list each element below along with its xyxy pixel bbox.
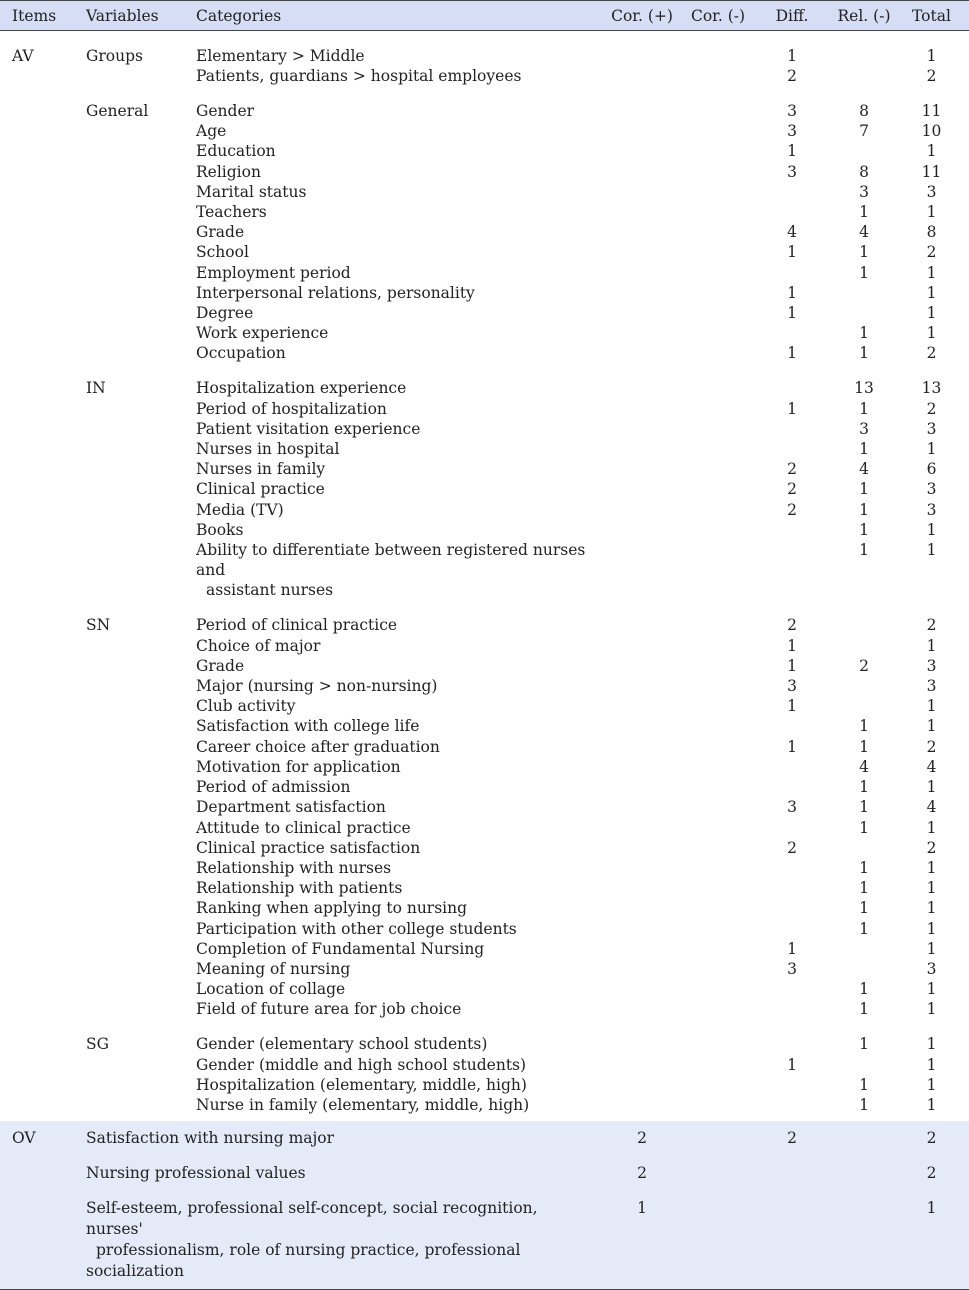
- diff-cell: [750, 919, 834, 939]
- diff-cell: 2: [787, 1129, 797, 1148]
- table-row: [0, 757, 969, 777]
- table-row: [0, 378, 969, 398]
- diff-cell: [750, 757, 834, 777]
- total-cell: 1: [926, 440, 937, 459]
- total-cell: 1: [926, 520, 937, 539]
- category-cell: Career choice after graduation: [196, 737, 440, 756]
- total-cell: 1: [926, 697, 937, 716]
- table-row: [0, 520, 969, 540]
- variable-label: IN: [86, 379, 106, 398]
- category-cell: Period of admission: [196, 778, 351, 797]
- category-cell: Period of clinical practice: [196, 616, 398, 635]
- category-cell: Occupation: [196, 344, 286, 363]
- diff-cell: 1: [787, 656, 797, 675]
- rel-cell: 3: [859, 182, 869, 201]
- table-row: [0, 263, 969, 283]
- diff-cell: 1: [787, 939, 797, 958]
- diff-cell: [750, 898, 834, 918]
- variable-label: Nursing professional values: [86, 1164, 306, 1183]
- diff-cell: 1: [787, 344, 797, 363]
- total-cell: 3: [926, 500, 937, 519]
- diff-cell: [750, 716, 834, 736]
- table-row: [0, 1055, 969, 1075]
- table-row: [0, 979, 969, 999]
- category-cell: Clinical practice satisfaction: [196, 838, 421, 857]
- header-diff: Diff.: [750, 1, 834, 31]
- rel-cell: 1: [859, 263, 869, 282]
- category-cell: Satisfaction with college life: [196, 717, 420, 736]
- category-cell: Employment period: [196, 263, 351, 282]
- category-cell: Period of hospitalization: [196, 399, 387, 418]
- rel-cell: 1: [859, 243, 869, 262]
- header-rel-neg: Rel. (-): [834, 1, 894, 31]
- rel-cell: 1: [859, 778, 869, 797]
- diff-cell: 2: [787, 480, 797, 499]
- diff-cell: [750, 777, 834, 797]
- rel-cell: 1: [859, 480, 869, 499]
- diff-cell: [750, 1075, 834, 1095]
- total-cell: 2: [926, 737, 937, 756]
- total-cell: 2: [926, 67, 937, 85]
- total-cell: 1: [926, 541, 937, 560]
- diff-cell: [750, 263, 834, 283]
- rel-cell: 1: [859, 980, 869, 999]
- table-row: [0, 919, 969, 939]
- total-cell: 1: [926, 899, 937, 918]
- category-cell: Clinical practice: [196, 480, 325, 499]
- table-row: [0, 540, 969, 601]
- item-label: AV: [12, 46, 34, 65]
- cor-pos-cell: 2: [637, 1129, 647, 1148]
- table-row: [0, 716, 969, 736]
- rel-cell: [834, 303, 894, 323]
- total-cell: 1: [926, 142, 937, 161]
- category-cell: Education: [196, 142, 276, 161]
- category-cell: Ability to differentiate between registered nurses and assistant nurses: [196, 541, 586, 600]
- category-cell: Motivation for application: [196, 757, 401, 776]
- total-cell: 1: [926, 1075, 937, 1094]
- item-label: OV: [12, 1129, 36, 1148]
- total-cell: 6: [926, 460, 937, 479]
- diff-cell: 4: [787, 223, 797, 242]
- category-cell: School: [196, 243, 249, 262]
- diff-cell: [750, 818, 834, 838]
- rel-cell: 1: [859, 818, 869, 837]
- variable-label: Satisfaction with nursing major: [86, 1129, 335, 1148]
- rel-cell: 1: [859, 1035, 869, 1054]
- category-cell: Club activity: [196, 697, 296, 716]
- total-cell: 8: [926, 223, 937, 242]
- table-row: [0, 242, 969, 262]
- total-cell: 2: [926, 1129, 937, 1148]
- rel-cell: 1: [859, 798, 869, 817]
- category-cell: Nurses in hospital: [196, 440, 340, 459]
- total-cell: 11: [921, 102, 942, 120]
- table-row: [0, 636, 969, 656]
- rel-cell: [834, 283, 894, 303]
- total-cell: 1: [926, 324, 937, 343]
- variable-label: SG: [86, 1035, 110, 1054]
- table-row: [0, 676, 969, 696]
- category-cell: Attitude to clinical practice: [196, 818, 411, 837]
- total-cell: 1: [926, 858, 937, 877]
- rel-cell: [834, 46, 894, 66]
- table-row: [0, 141, 969, 161]
- diff-cell: 1: [787, 636, 797, 655]
- total-cell: 1: [926, 879, 937, 898]
- table-row: [0, 959, 969, 979]
- diff-cell: 3: [787, 798, 797, 817]
- diff-cell: [750, 520, 834, 540]
- diff-cell: 3: [787, 102, 797, 120]
- table-row: [0, 777, 969, 797]
- rel-cell: 13: [854, 379, 874, 398]
- table-row: [0, 999, 969, 1019]
- total-cell: 3: [926, 677, 937, 696]
- category-cell: Gender (middle and high school students): [196, 1055, 527, 1074]
- total-cell: 2: [926, 344, 937, 363]
- rel-cell: [834, 1055, 894, 1075]
- header-variables: Variables: [84, 1, 194, 31]
- rel-cell: [834, 838, 894, 858]
- total-cell: 1: [926, 304, 937, 323]
- diff-cell: [750, 1095, 834, 1115]
- total-cell: 1: [926, 1035, 937, 1054]
- diff-cell: 1: [787, 46, 797, 65]
- rel-cell: [834, 66, 894, 86]
- diff-cell: 2: [787, 500, 797, 519]
- total-cell: 2: [926, 1164, 937, 1183]
- category-cell: Religion: [196, 162, 261, 181]
- total-cell: 1: [926, 717, 937, 736]
- table-row: [0, 1075, 969, 1095]
- category-cell: Books: [196, 520, 244, 539]
- header-cor-pos: Cor. (+): [598, 1, 686, 31]
- category-cell: Media (TV): [196, 500, 284, 519]
- total-cell: 2: [926, 616, 937, 635]
- table-row: [0, 615, 969, 635]
- cor-pos-cell: 1: [598, 1191, 686, 1290]
- category-cell: Degree: [196, 304, 254, 323]
- rel-cell: 1: [859, 1075, 869, 1094]
- rel-cell: 1: [859, 520, 869, 539]
- diff-cell: [750, 858, 834, 878]
- total-cell: 1: [894, 1191, 969, 1290]
- rel-cell: [834, 636, 894, 656]
- table-row: [0, 303, 969, 323]
- total-cell: 13: [921, 379, 942, 398]
- total-cell: 1: [926, 1055, 937, 1074]
- rel-cell: [834, 939, 894, 959]
- category-cell: Grade: [196, 656, 245, 675]
- table-row: [0, 500, 969, 520]
- total-cell: 2: [926, 243, 937, 262]
- diff-cell: 1: [787, 142, 797, 161]
- table-row: [0, 1191, 969, 1290]
- rel-cell: 1: [859, 324, 869, 343]
- total-cell: 1: [926, 980, 937, 999]
- category-cell: Teachers: [196, 203, 267, 222]
- category-cell: Major (nursing > non-nursing): [196, 677, 438, 696]
- header-items: Items: [0, 1, 84, 31]
- table-row: [0, 479, 969, 499]
- rel-cell: 1: [859, 500, 869, 519]
- total-cell: 1: [926, 46, 937, 65]
- diff-cell: [750, 439, 834, 459]
- table-row: [0, 1095, 969, 1115]
- category-cell: Hospitalization experience: [196, 379, 407, 398]
- total-cell: 10: [921, 122, 942, 141]
- rel-cell: 1: [859, 1095, 869, 1114]
- table-row: [0, 858, 969, 878]
- total-cell: 1: [926, 203, 937, 222]
- category-cell: Relationship with nurses: [196, 858, 392, 877]
- diff-cell: [750, 323, 834, 343]
- rel-cell: [834, 696, 894, 716]
- cor-pos-cell: 2: [637, 1164, 647, 1183]
- header-row: [0, 1, 969, 31]
- total-cell: 4: [926, 798, 937, 817]
- category-cell: Grade: [196, 223, 245, 242]
- table-row: [0, 399, 969, 419]
- diff-cell: [750, 999, 834, 1019]
- diff-cell: 2: [787, 460, 797, 479]
- category-cell: Completion of Fundamental Nursing: [196, 939, 485, 958]
- diff-cell: [750, 878, 834, 898]
- category-cell: Nurse in family (elementary, middle, high): [196, 1095, 530, 1114]
- diff-cell: 1: [787, 399, 797, 418]
- rel-cell: 1: [859, 541, 869, 560]
- rel-cell: [834, 959, 894, 979]
- diff-cell: 1: [787, 737, 797, 756]
- rel-cell: 1: [859, 899, 869, 918]
- table-row: [0, 878, 969, 898]
- variable-label: SN: [86, 616, 111, 635]
- rel-cell: 1: [859, 919, 869, 938]
- rel-cell: 7: [859, 122, 869, 141]
- total-cell: 3: [926, 182, 937, 201]
- rel-cell: 4: [859, 460, 869, 479]
- table-row: [0, 121, 969, 141]
- diff-cell: 1: [787, 697, 797, 716]
- category-cell: Interpersonal relations, personality: [196, 283, 475, 302]
- category-cell: Patients, guardians > hospital employees: [196, 67, 522, 85]
- table-row: [0, 737, 969, 757]
- total-cell: 3: [926, 656, 937, 675]
- total-cell: 11: [921, 162, 942, 181]
- total-cell: 3: [926, 480, 937, 499]
- category-cell: Hospitalization (elementary, middle, high): [196, 1075, 527, 1094]
- diff-cell: [750, 378, 834, 398]
- diff-cell: [750, 182, 834, 202]
- diff-cell: [750, 419, 834, 439]
- diff-cell: 3: [787, 677, 797, 696]
- variable-label: General: [86, 102, 149, 120]
- total-cell: 3: [926, 419, 937, 438]
- table-row: [0, 459, 969, 479]
- category-cell: Age: [196, 122, 227, 141]
- category-cell: Patient visitation experience: [196, 419, 421, 438]
- category-cell: Ranking when applying to nursing: [196, 899, 468, 918]
- category-cell: Gender: [196, 102, 255, 120]
- rel-cell: 3: [859, 419, 869, 438]
- header-categories: Categories: [194, 1, 598, 31]
- rel-cell: 2: [859, 656, 869, 675]
- table-row: [0, 202, 969, 222]
- table-row: [0, 101, 969, 121]
- category-cell: Gender (elementary school students): [196, 1035, 488, 1054]
- diff-cell: 3: [787, 122, 797, 141]
- rel-cell: 1: [859, 440, 869, 459]
- diff-cell: [750, 979, 834, 999]
- rel-cell: 1: [859, 858, 869, 877]
- header-cor-neg: Cor. (-): [686, 1, 750, 31]
- total-cell: 4: [926, 757, 937, 776]
- table-row: [0, 162, 969, 182]
- category-cell: Work experience: [196, 324, 329, 343]
- total-cell: 1: [926, 818, 937, 837]
- diff-cell: 1: [787, 1055, 797, 1074]
- rel-cell: 1: [859, 399, 869, 418]
- category-cell: Elementary > Middle: [196, 46, 365, 65]
- category-cell: Field of future area for job choice: [196, 1000, 462, 1019]
- table-row: [0, 1034, 969, 1054]
- rel-cell: 4: [859, 223, 869, 242]
- rel-cell: [834, 141, 894, 161]
- table-row: [0, 419, 969, 439]
- diff-cell: 3: [787, 959, 797, 978]
- variable-label: Self-esteem, professional self-concept, social recognition, nurses' professionalism, role of nursing practice, professional socialization: [84, 1191, 598, 1290]
- table-row: [0, 838, 969, 858]
- total-cell: 1: [926, 636, 937, 655]
- table-row: [0, 818, 969, 838]
- rel-cell: [834, 615, 894, 635]
- table-row: [0, 656, 969, 676]
- total-cell: 1: [926, 1000, 937, 1019]
- table-row: [0, 182, 969, 202]
- total-cell: 2: [926, 399, 937, 418]
- diff-cell: 2: [787, 838, 797, 857]
- diff-cell: 2: [787, 616, 797, 635]
- total-cell: 1: [926, 939, 937, 958]
- category-cell: Participation with other college students: [196, 919, 517, 938]
- total-cell: 1: [926, 283, 937, 302]
- table-row: [0, 222, 969, 242]
- table-row: [0, 1121, 969, 1156]
- diff-cell: 1: [787, 243, 797, 262]
- category-cell: Department satisfaction: [196, 798, 386, 817]
- rel-cell: 1: [859, 717, 869, 736]
- table-row: [0, 66, 969, 86]
- table-row: [0, 939, 969, 959]
- total-cell: 2: [926, 838, 937, 857]
- diff-cell: [750, 202, 834, 222]
- rel-cell: 1: [859, 737, 869, 756]
- rel-cell: 8: [859, 162, 869, 181]
- variable-label: Groups: [86, 46, 143, 65]
- table-row: [0, 439, 969, 459]
- category-cell: Choice of major: [196, 636, 321, 655]
- category-cell: Location of collage: [196, 980, 346, 999]
- table-row: [0, 46, 969, 66]
- diff-cell: [750, 1034, 834, 1054]
- category-cell: Nurses in family: [196, 460, 326, 479]
- total-cell: 1: [926, 1095, 937, 1114]
- table-row: [0, 323, 969, 343]
- total-cell: 1: [926, 778, 937, 797]
- table-row: [0, 898, 969, 918]
- diff-cell: 3: [787, 162, 797, 181]
- rel-cell: 1: [859, 203, 869, 222]
- rel-cell: 8: [859, 102, 869, 120]
- rel-cell: [834, 676, 894, 696]
- category-cell: Relationship with patients: [196, 879, 403, 898]
- total-cell: 3: [926, 959, 937, 978]
- table-row: [0, 283, 969, 303]
- header-total: Total: [894, 1, 969, 31]
- total-cell: 1: [926, 919, 937, 938]
- table-row: [0, 696, 969, 716]
- table-row: [0, 797, 969, 817]
- table-row: [0, 343, 969, 363]
- total-cell: 1: [926, 263, 937, 282]
- diff-cell: [750, 1156, 834, 1191]
- table-row: [0, 1156, 969, 1191]
- rel-cell: 1: [859, 879, 869, 898]
- rel-cell: 1: [859, 344, 869, 363]
- diff-cell: 2: [787, 67, 797, 85]
- rel-cell: 4: [859, 757, 869, 776]
- rel-cell: 1: [859, 1000, 869, 1019]
- diff-cell: 1: [787, 283, 797, 302]
- category-cell: Meaning of nursing: [196, 959, 351, 978]
- category-cell: Marital status: [196, 182, 307, 201]
- diff-cell: 1: [787, 304, 797, 323]
